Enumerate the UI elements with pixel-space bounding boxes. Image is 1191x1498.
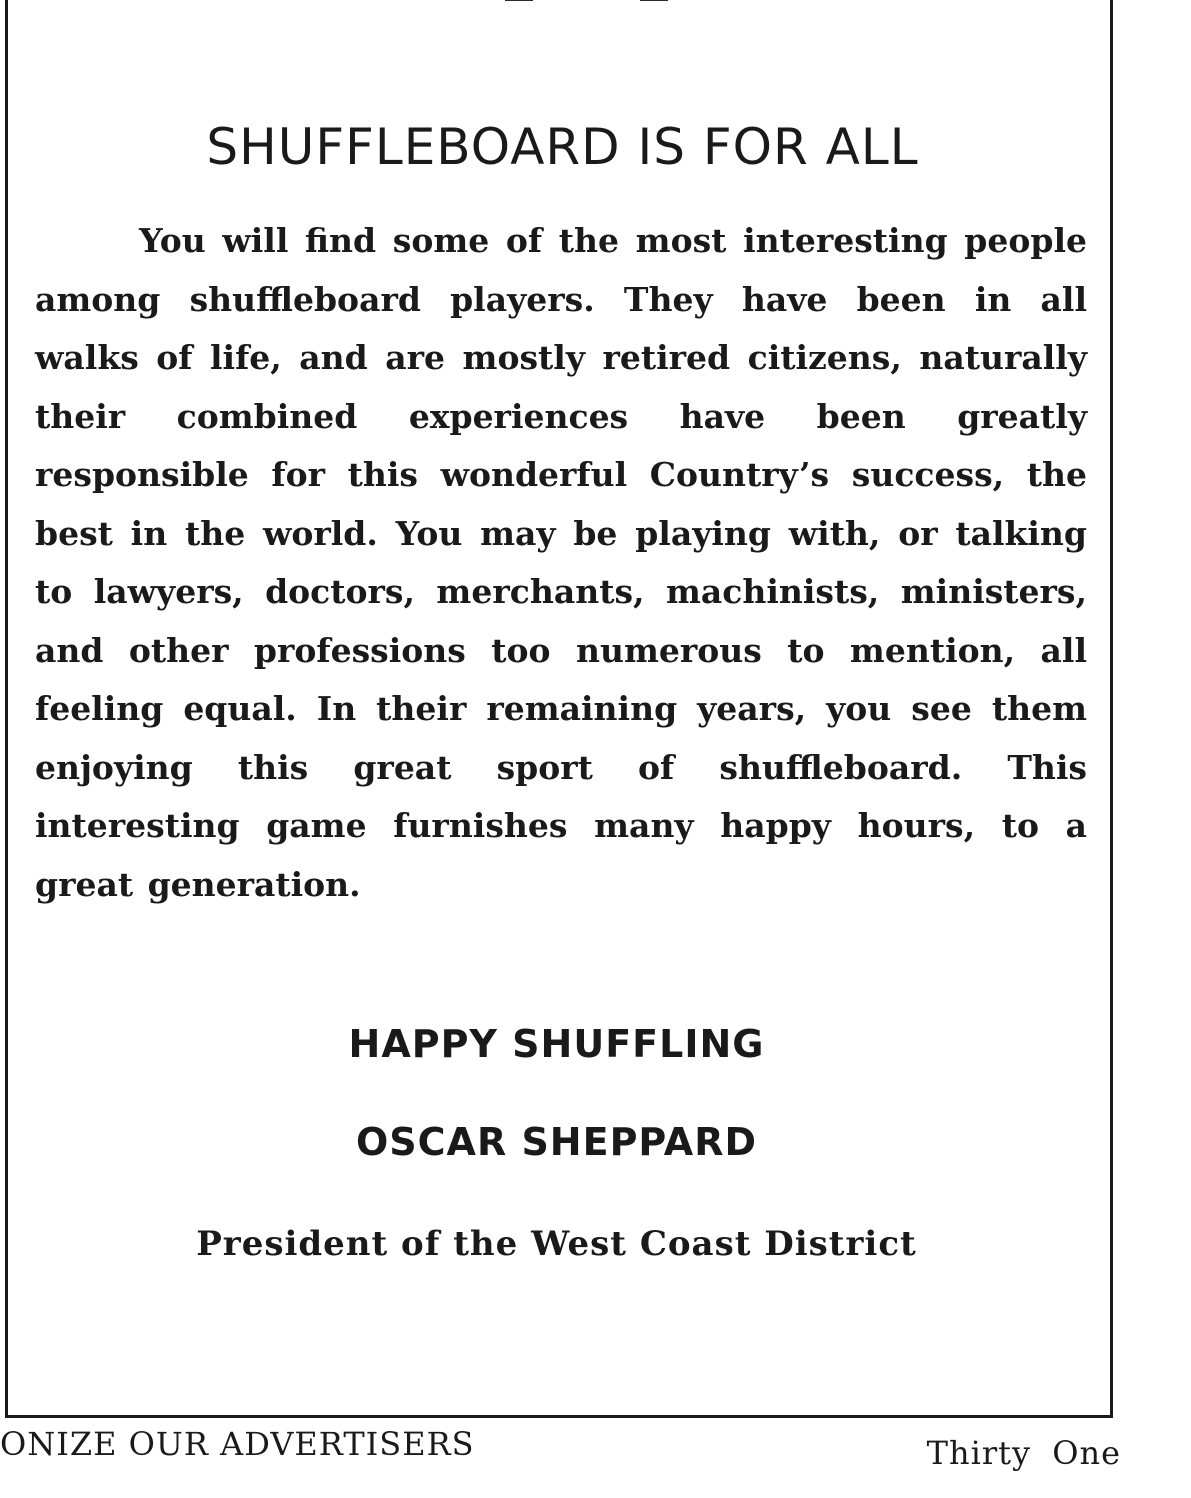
article-body: You will find some of the most interesting people among shuffleboard players. They have been in all walks of life, and are mostly retired citizens, naturally their combined experiences have been greatly responsible for this wonderful Country’s success, the best in the world. You may be playing with, or talking to lawyers, doctors, merchants, machinists, ministers, and other professions too numerous to mention, all feeling equal. In their remaining years, you see them enjoying this great sport of shuffleboard. This interesting game furnishes many happy hours, to a great generation. bbox=[35, 221, 1087, 904]
footer-slogan: ONIZE OUR ADVERTISERS bbox=[0, 1425, 475, 1463]
page-number: Thirty One bbox=[926, 1434, 1121, 1472]
signature-title: President of the West Coast District bbox=[196, 1224, 917, 1264]
closing-line: HAPPY SHUFFLING bbox=[348, 1022, 765, 1066]
signature-name: OSCAR SHEPPARD bbox=[355, 1120, 757, 1164]
article-title: SHUFFLEBOARD IS FOR ALL bbox=[206, 118, 919, 176]
